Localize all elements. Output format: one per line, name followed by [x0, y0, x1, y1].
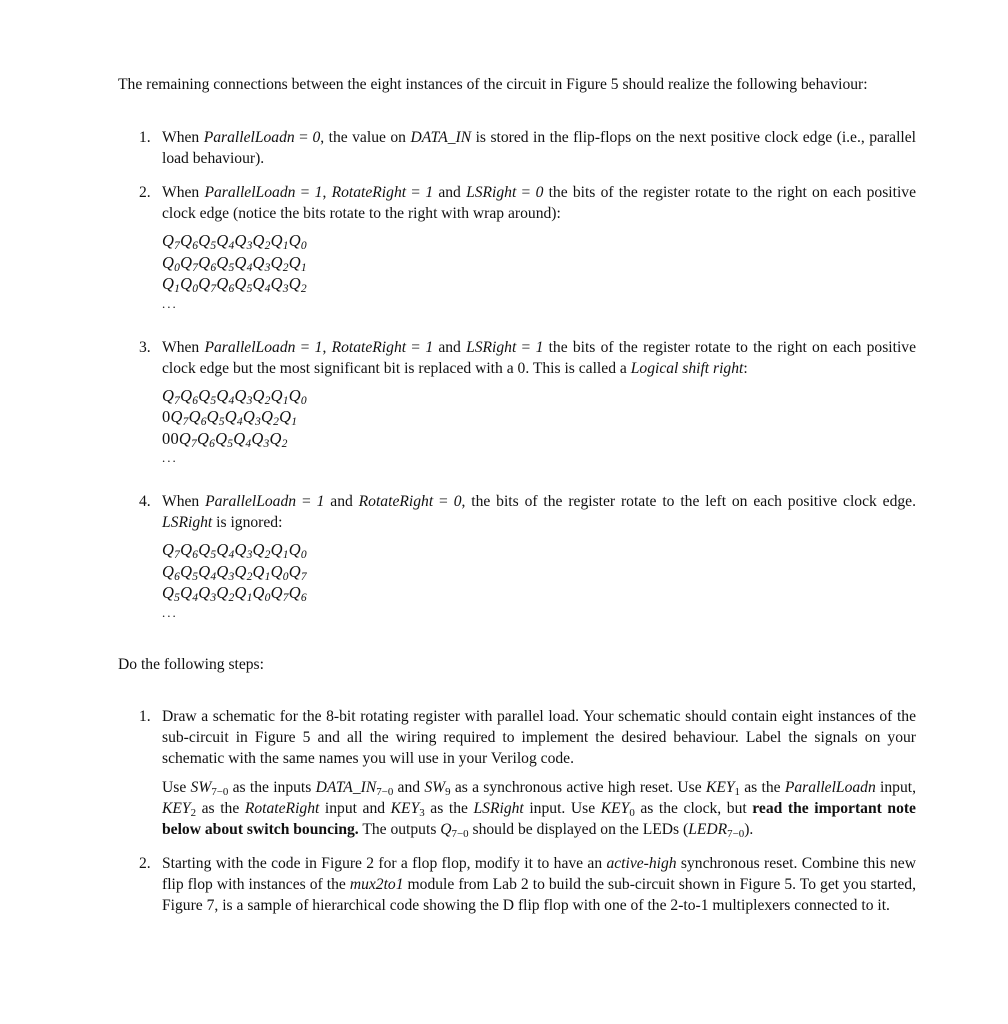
ellipsis: ...	[162, 604, 178, 620]
text: module from Lab 2 to build the sub-circuit shown in Figure 5. To get you started, Figure 7, is a sample of hierarchical code showing the D flip flop with one of the 2-to-1 multiplexers connected to it.	[162, 875, 916, 914]
list-number: 2.	[139, 854, 151, 872]
text: synchronous reset. Combine this new flip flop with instances of the	[162, 854, 916, 893]
intro-paragraph: The remaining connections between the eight instances of the circuit in Figure 5 should realize the following behaviour:	[118, 76, 868, 93]
bit-sequence: $00Q_7Q_6Q_5Q_4Q_3Q_2$	[162, 428, 288, 450]
text: When	[162, 493, 206, 510]
behaviour-list	[118, 127, 916, 620]
list-number: 2.	[139, 184, 151, 201]
bold-note: read the important note below about switch bouncing.	[162, 799, 916, 838]
signal-name: RotateRight	[244, 799, 320, 817]
text: =	[296, 493, 317, 510]
text: The outputs	[358, 820, 441, 838]
signal-name: Q	[440, 820, 452, 838]
signal-name: ParallelLoadn	[204, 184, 296, 201]
signal-name: LSRight	[466, 338, 517, 356]
signal-name: ParallelLoadn	[784, 778, 876, 796]
signal-name: SW	[190, 778, 212, 796]
signal-name: LEDR	[688, 820, 728, 838]
text: =	[406, 184, 426, 201]
step-item-1	[118, 706, 916, 840]
signal-name: LSRight	[473, 799, 524, 817]
text: as the	[196, 799, 245, 817]
subscript: 7−0	[727, 827, 745, 840]
text: Starting with the code in Figure 2 for a flop flop, modify it to have an	[162, 854, 607, 872]
text: =	[516, 184, 536, 201]
bit-sequence-block	[162, 539, 916, 620]
subscript: 7−0	[376, 785, 394, 798]
signal-name: KEY	[390, 799, 420, 817]
text: ).	[744, 820, 754, 838]
text: and	[433, 338, 467, 356]
text: and	[393, 778, 425, 796]
value: 1	[425, 338, 434, 356]
text: as the	[424, 799, 474, 817]
document-page	[118, 74, 916, 916]
value: 0	[312, 129, 321, 146]
text: Use	[162, 778, 191, 796]
step-paragraph	[162, 777, 916, 840]
value: 1	[314, 184, 323, 201]
text: , the value on	[320, 129, 411, 146]
subscript: 1	[734, 785, 740, 798]
signal-name: DATA_IN	[410, 129, 472, 146]
subscript: 9	[445, 785, 451, 798]
steps-list	[118, 706, 916, 916]
signal-name: KEY	[600, 799, 630, 817]
subscript: 2	[190, 806, 197, 819]
signal-name: ParallelLoadn	[204, 338, 296, 356]
text: , the bits of the register rotate to the left on each positive clock edge.	[461, 493, 916, 510]
value: 1	[314, 338, 323, 356]
step-paragraph: Draw a schematic for the 8-bit rotating register with parallel load. Your schematic should contain eight instances of the sub-circuit in Figure 5 and all the wiring required to implement the desired behaviour. Label the signals on your schematic with the same names you will use in your Verilog code.	[162, 707, 916, 767]
bit-sequence: $Q_6Q_5Q_4Q_3Q_2Q_1Q_0Q_7$	[162, 561, 307, 583]
signal-name: LSRight	[162, 514, 213, 531]
signal-name: DATA_IN	[315, 778, 377, 796]
text: =	[433, 493, 454, 510]
term: active-high	[606, 854, 677, 872]
text: and	[324, 493, 359, 510]
subscript: 3	[419, 806, 425, 819]
value: 1	[316, 493, 325, 510]
value: 0	[453, 493, 462, 510]
bit-sequence-block	[162, 230, 916, 311]
text: When	[162, 129, 204, 146]
signal-name: RotateRight	[331, 338, 407, 356]
text: as the inputs	[228, 778, 316, 796]
bit-sequence-block	[162, 385, 916, 466]
text: When	[162, 184, 205, 201]
text: =	[295, 184, 315, 201]
signal-name: KEY	[705, 778, 735, 796]
signal-name: LSRight	[466, 184, 517, 201]
list-number: 3.	[139, 338, 151, 356]
module-name: mux2to1	[349, 875, 404, 893]
bit-sequence: $Q_1Q_0Q_7Q_6Q_5Q_4Q_3Q_2$	[162, 274, 307, 295]
text: the bits of the register rotate to the right on each positive clock edge (notice the bits rotate to the right with wrap around):	[162, 184, 917, 222]
signal-name: ParallelLoadn	[205, 493, 297, 510]
text: should be displayed on the LEDs (	[468, 820, 689, 838]
bit-sequence: $Q_7Q_6Q_5Q_4Q_3Q_2Q_1Q_0$	[162, 540, 307, 561]
term: Logical shift right	[630, 359, 744, 377]
signal-name: KEY	[162, 799, 191, 817]
text: ,	[322, 338, 332, 356]
signal-name: RotateRight	[331, 184, 407, 201]
text: the bits of the register rotate to the right on each positive clock edge but the most significant bit is replaced with a 0. This is called a	[162, 338, 917, 377]
list-number: 4.	[139, 493, 151, 510]
text: is stored in the flip-flops on the next positive clock edge (i.e., parallel load behaviour).	[162, 129, 917, 167]
value: 1	[535, 338, 544, 356]
text: input. Use	[523, 799, 601, 817]
bit-sequence: $Q_5Q_4Q_3Q_2Q_1Q_0Q_7Q_6$	[162, 583, 307, 604]
text: as the	[739, 778, 785, 796]
text: ,	[322, 184, 332, 201]
text: :	[743, 359, 748, 377]
text: input and	[319, 799, 391, 817]
text: =	[516, 338, 536, 356]
ellipsis: ...	[162, 450, 178, 465]
text: input,	[875, 778, 916, 796]
signal-name: ParallelLoadn	[203, 129, 295, 146]
text: and	[433, 184, 467, 201]
behaviour-item-3	[118, 337, 916, 466]
step-item-2	[118, 853, 916, 916]
text: as a synchronous active high reset. Use	[450, 778, 706, 796]
text: When	[162, 338, 205, 356]
list-number: 1.	[139, 129, 151, 146]
bit-sequence: $Q_7Q_6Q_5Q_4Q_3Q_2Q_1Q_0$	[162, 385, 307, 407]
subscript: 0	[629, 806, 635, 819]
signal-name: SW	[424, 778, 446, 796]
behaviour-item-4	[118, 491, 916, 620]
bit-sequence: $Q_7Q_6Q_5Q_4Q_3Q_2Q_1Q_0$	[162, 231, 307, 252]
text: =	[295, 338, 315, 356]
behaviour-item-1	[118, 127, 916, 169]
text: =	[406, 338, 426, 356]
behaviour-item-2	[118, 182, 916, 311]
text: is ignored:	[212, 514, 283, 531]
value: 0	[535, 184, 544, 201]
signal-name: RotateRight	[358, 493, 434, 510]
value: 1	[425, 184, 434, 201]
ellipsis: ...	[162, 295, 178, 311]
subscript: 7−0	[451, 827, 469, 840]
bit-sequence: $Q_0Q_7Q_6Q_5Q_4Q_3Q_2Q_1$	[162, 252, 307, 274]
text: =	[294, 129, 313, 146]
bit-sequence: $0Q_7Q_6Q_5Q_4Q_3Q_2Q_1$	[162, 407, 298, 428]
text: as the clock, but	[634, 799, 753, 817]
list-number: 1.	[139, 707, 151, 725]
steps-heading: Do the following steps:	[118, 655, 264, 673]
subscript: 7−0	[211, 785, 229, 798]
